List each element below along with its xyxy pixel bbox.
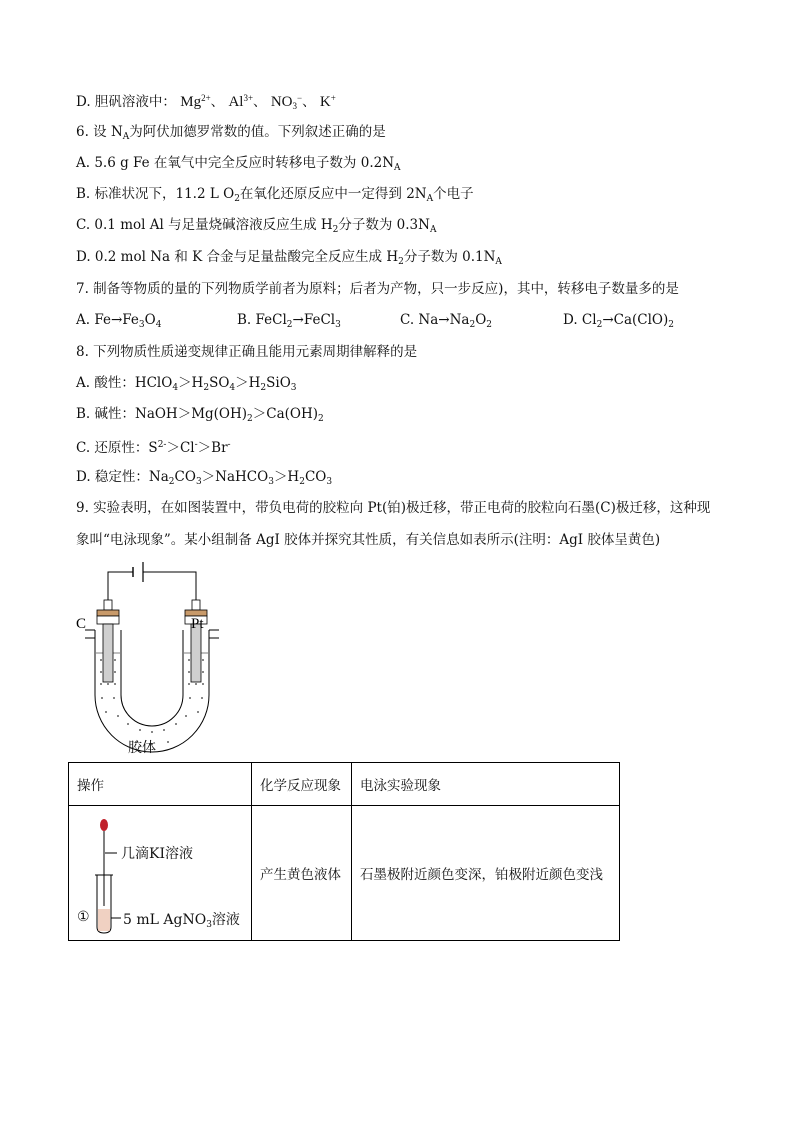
operation-cell: [69, 806, 252, 941]
electrophoresis-apparatus: [70, 560, 220, 760]
reaction-phenomenon: 产生黄色液体: [252, 806, 352, 941]
electrophoresis-phenomenon: 石墨极附近颜色变深，铂极附近颜色变浅: [352, 806, 620, 941]
q8-option-a: A. 酸性：$HClO_4>H_2SO_4>H_2SiO_3$: [76, 375, 297, 393]
colloid-liquid: [100, 659, 204, 745]
agno3-solution-label: 5 mL AgNO$_3$溶液: [123, 912, 240, 930]
u-tube-inner: [121, 630, 183, 726]
label-c: C: [76, 616, 87, 632]
table-header-row: [69, 763, 620, 806]
q8-option-d: D. 稳定性：$Na_2CO_3>NaHCO_3>H_2CO_3$: [76, 469, 333, 487]
q8-option-c: C. 还原性：$S^{2-}>Cl^->Br^-$: [76, 440, 231, 456]
header-electrophoresis: 电泳实验现象: [352, 763, 620, 806]
wire-left: [108, 572, 133, 600]
wire-right: [143, 572, 196, 600]
header-operation: 操作: [69, 763, 252, 806]
q7-option-c: C. $Na\to Na_2O_2$: [400, 312, 493, 330]
q6-stem: 6. 设 $N_A$为阿伏加德罗常数的值。下列叙述正确的是: [76, 124, 386, 142]
left-stopper: [97, 616, 119, 624]
q6-option-d: D. 0.2 mol Na 和 K 合金与足量盐酸完全反应生成 $H_2$分子数为 $0.1N_A$: [76, 249, 502, 267]
header-reaction: 化学反应现象: [252, 763, 352, 806]
q6-option-c: C. 0.1 mol Al 与足量烧碱溶液反应生成 $H_2$分子数为 $0.3N_A$: [76, 217, 437, 235]
q7-option-a: A. $Fe\to Fe_3O_4$: [76, 312, 162, 330]
ion-al: $Al^{3+}$: [228, 93, 254, 110]
q9-stem-line1: 9. 实验表明，在如图装置中，带负电荷的胶粒向 Pt(铂)极迁移，带正电荷的胶粒向石墨(C)极迁移，这种现: [76, 500, 711, 516]
left-stopper-top: [97, 610, 119, 616]
ki-solution-label: 几滴KI溶液: [121, 846, 193, 862]
q5-option-d: D. 胆矾溶液中： $Mg^{2+}$、 $Al^{3+}$、 $NO_3^-$、 K+: [76, 93, 336, 111]
table-row: [69, 806, 620, 941]
label-pt: Pt: [191, 616, 204, 632]
graphite-electrode: [103, 624, 113, 682]
q7-option-d: D. $Cl_2\to Ca(ClO)_2$: [563, 312, 674, 330]
ion-no3: $NO_3^-$: [270, 93, 303, 111]
agno3-solution: [98, 909, 110, 931]
colloid-caption: 胶体: [128, 740, 156, 756]
q8-stem: 8. 下列物质性质递变规律正确且能用元素周期律解释的是: [76, 344, 418, 360]
ion-mg: $Mg^{2+}$: [180, 93, 211, 110]
q7-stem: 7. 制备等物质的量的下列物质学前者为原料；后者为产物，只一步反应)，其中，转移电子数量多的是: [76, 281, 679, 297]
q9-stem-line2: 象叫“电泳现象”。某小组制备 AgI 胶体并探究其性质，有关信息如表所示(注明：AgI 胶体呈黄色): [76, 532, 661, 548]
right-electrode-top: [192, 600, 200, 610]
left-electrode-top: [104, 600, 112, 610]
experiment-table: [68, 762, 620, 941]
q8-option-b: B. 碱性：$NaOH>Mg(OH)_2>Ca(OH)_2$: [76, 406, 324, 424]
ion-k: K+: [319, 93, 336, 110]
platinum-electrode: [191, 624, 201, 682]
step-marker: ①: [77, 909, 90, 925]
q6-option-a: A. 5.6 g Fe 在氧气中完全反应时转移电子数为 $0.2N_A$: [76, 155, 401, 173]
q6-option-b: B. 标准状况下，11.2 L $O_2$在氧化还原反应中一定得到 $2N_A$个电子: [76, 186, 474, 204]
dropper-bulb: [100, 819, 108, 831]
q7-option-b: B. FeCl$_2$→FeCl$_3$: [237, 312, 341, 330]
